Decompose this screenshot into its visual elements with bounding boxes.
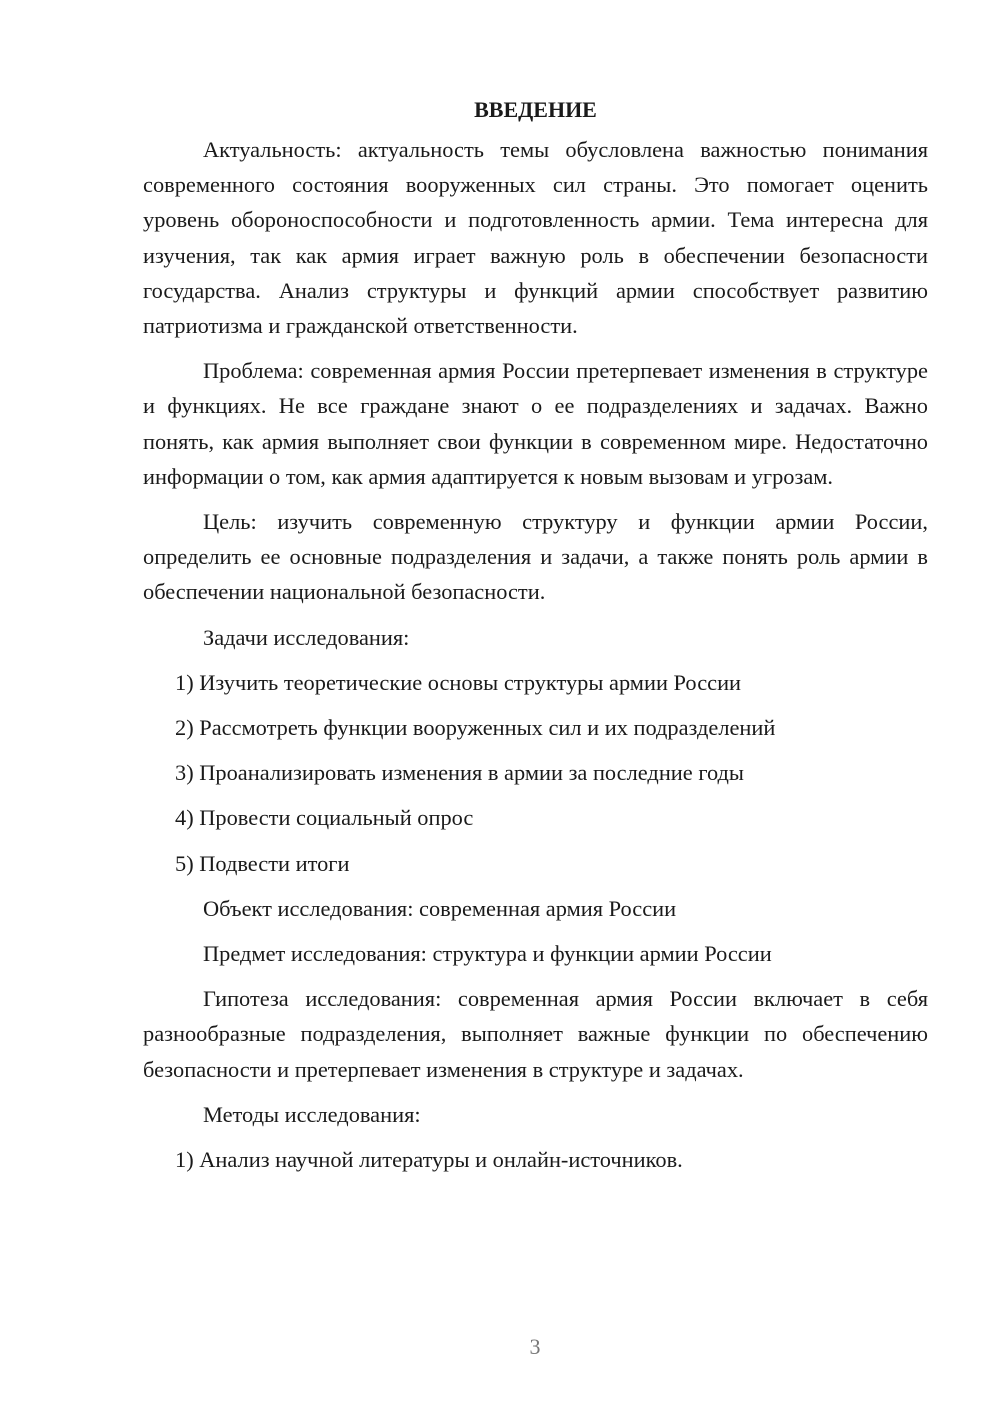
subject-paragraph: Предмет исследования: структура и функции армии России	[203, 941, 772, 967]
method-item: 1) Анализ научной литературы и онлайн-источников.	[175, 1147, 683, 1173]
page-body	[143, 92, 928, 1187]
problem-paragraph: Проблема: современная армия России претерпевает изменения в структуре и функциях. Не все граждане знают о ее подразделениях и задачах. Важно понять, как армия выполняет свои функции в современном мире. Недостаточно информации о том, как армия адаптируется к новым вызовам и угрозам.	[143, 358, 928, 489]
task-item: 3) Проанализировать изменения в армии за последние годы	[175, 760, 744, 786]
task-item: 4) Провести социальный опрос	[175, 805, 474, 831]
goal-paragraph: Цель: изучить современную структуру и функции армии России, определить ее основные подразделения и задачи, а также понять роль армии в обеспечении национальной безопасности.	[143, 509, 928, 605]
object-paragraph: Объект исследования: современная армия России	[203, 895, 677, 921]
task-item: 1) Изучить теоретические основы структуры армии России	[175, 669, 742, 695]
relevance-paragraph: Актуальность: актуальность темы обусловлена важностью понимания современного состояния вооруженных сил страны. Это помогает оценить уровень обороноспособности и подготовленность армии. Тема интересна для изучения, так как армия играет важную роль в обеспечении безопасности государства. Анализ структуры и функций армии способствует развитию патриотизма и гражданской ответственности.	[143, 137, 928, 339]
tasks-heading: Задачи исследования:	[203, 624, 410, 650]
section-heading: ВВЕДЕНИЕ	[474, 97, 597, 122]
page-number: 3	[529, 1334, 541, 1359]
task-item: 2) Рассмотреть функции вооруженных сил и их подразделений	[175, 715, 776, 741]
hypothesis-paragraph: Гипотеза исследования: современная армия России включает в себя разнообразные подразделения, выполняет важные функции по обеспечению безопасности и претерпевает изменения в структуре и задачах.	[143, 986, 928, 1082]
methods-heading: Методы исследования:	[203, 1101, 421, 1127]
task-item: 5) Подвести итоги	[175, 850, 350, 876]
